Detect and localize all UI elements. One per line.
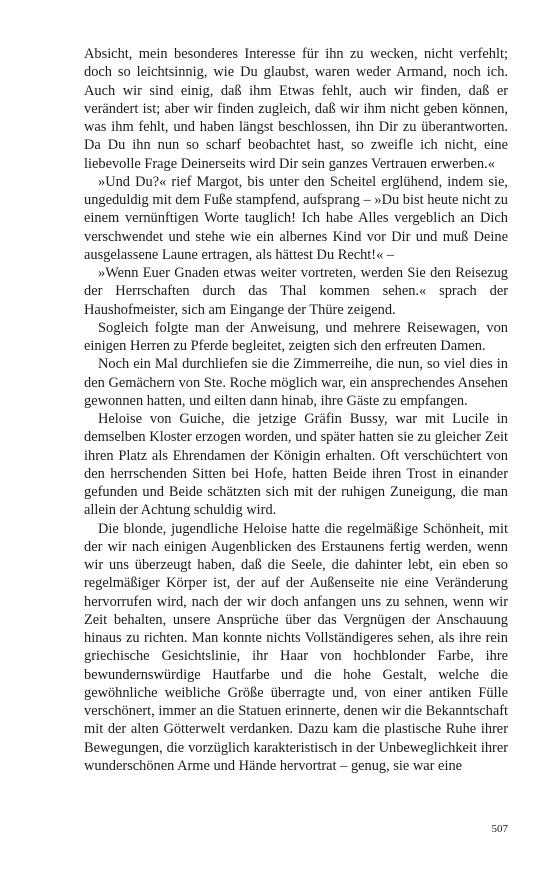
paragraph-2: »Und Du?« rief Margot, bis unter den Scheitel erglühend, indem sie, ungeduldig mit dem Fuße stampfend, aufsprang – »Du bist heute nicht zu einem vernünftigen Worte tauglich! Ich habe Alles vergeblich an Dich verschwendet und stehe wie ein albernes Kind vor Dir und muß Deine ausgelassene Laune ertragen, als hättest Du Recht!« – [84, 173, 508, 263]
paragraph-1: Absicht, mein besonderes Interesse für ihn zu wecken, nicht verfehlt; doch so leichtsinnig, wie Du glaubst, waren weder Armand, noch ich. Auch wir sind einig, daß ihm Etwas fehlt, auch wir finden, daß er verändert ist; aber wir finden zugleich, daß wir ihm nicht geben können, was ihm fehlt, und haben längst beschlossen, ihn Dir zu überantworten. Da Du ihn nun so scharf beobachtet hast, so zweifle ich nicht, eine liebevolle Frage Deinerseits wird Dir sein ganzes Vertrauen erwerben.« [84, 46, 508, 172]
paragraph-7: Die blonde, jugendliche Heloise hatte die regelmäßige Schönheit, mit der wir nach einigen Augenblicken des Erstaunens fertig werden, wenn wir uns überzeugt haben, daß die Seele, die dahinter lebt, ein eben so regelmäßiger Körper ist, der auf der Außenseite nie eine Veränderung hervorrufen wird, nach der wir doch anfangen uns zu sehnen, wenn wir Zeit behalten, unsere Ansprüche über das Vergnügen der Anschauung hinaus zu richten. Man konnte nichts Vollständigeres sehen, als ihre rein griechische Gesichtslinie, ihr Haar von hochblonder Farbe, ihre bewundernswürdige Hautfarbe und die hohe Gestalt, welche die gewöhnliche weibliche Größe überragte und, von einer antiken Fülle verschönert, immer an die Statuen erinnerte, denen wir die Bekanntschaft mit der alten Götterwelt verdanken. Dazu kam die plastische Ruhe ihrer Bewegungen, die vorzüglich karakteristisch in der Unbeweglichkeit ihrer wunderschönen Arme und Hände hervortrat – genug, sie war eine [84, 520, 508, 774]
paragraph-5: Noch ein Mal durchliefen sie die Zimmerreihe, die nun, so viel dies in den Gemächern von Ste. Roche möglich war, ein ansprechendes Ansehen gewonnen hatten, und eilten dann hinab, ihre Gäste zu empfangen. [84, 356, 508, 409]
page-number: 507 [491, 823, 508, 835]
paragraph-4: Sogleich folgte man der Anweisung, und mehrere Reisewagen, von einigen Herren zu Pferde begleitet, zeigten sich den erfreuten Damen. [84, 319, 508, 354]
book-page-text [84, 45, 508, 775]
paragraph-3: »Wenn Euer Gnaden etwas weiter vortreten, werden Sie den Reisezug der Herrschaften durch das Thal kommen sehen.« sprach der Haushofmeister, sich am Eingange der Thüre zeigend. [84, 265, 508, 318]
paragraph-6: Heloise von Guiche, die jetzige Gräfin Bussy, war mit Lucile in demselben Kloster erzogen worden, und später hatten sie zu gleicher Zeit ihren Platz als Ehrendamen der Königin erhalten. Oft verschüchtert von den herrschenden Sitten bei Hofe, hatten Beide ihren Trost in einander gefunden und Beide schätzten sich mit der ruhigen Zuneigung, die man allein der Achtung schuldig wird. [84, 411, 508, 519]
